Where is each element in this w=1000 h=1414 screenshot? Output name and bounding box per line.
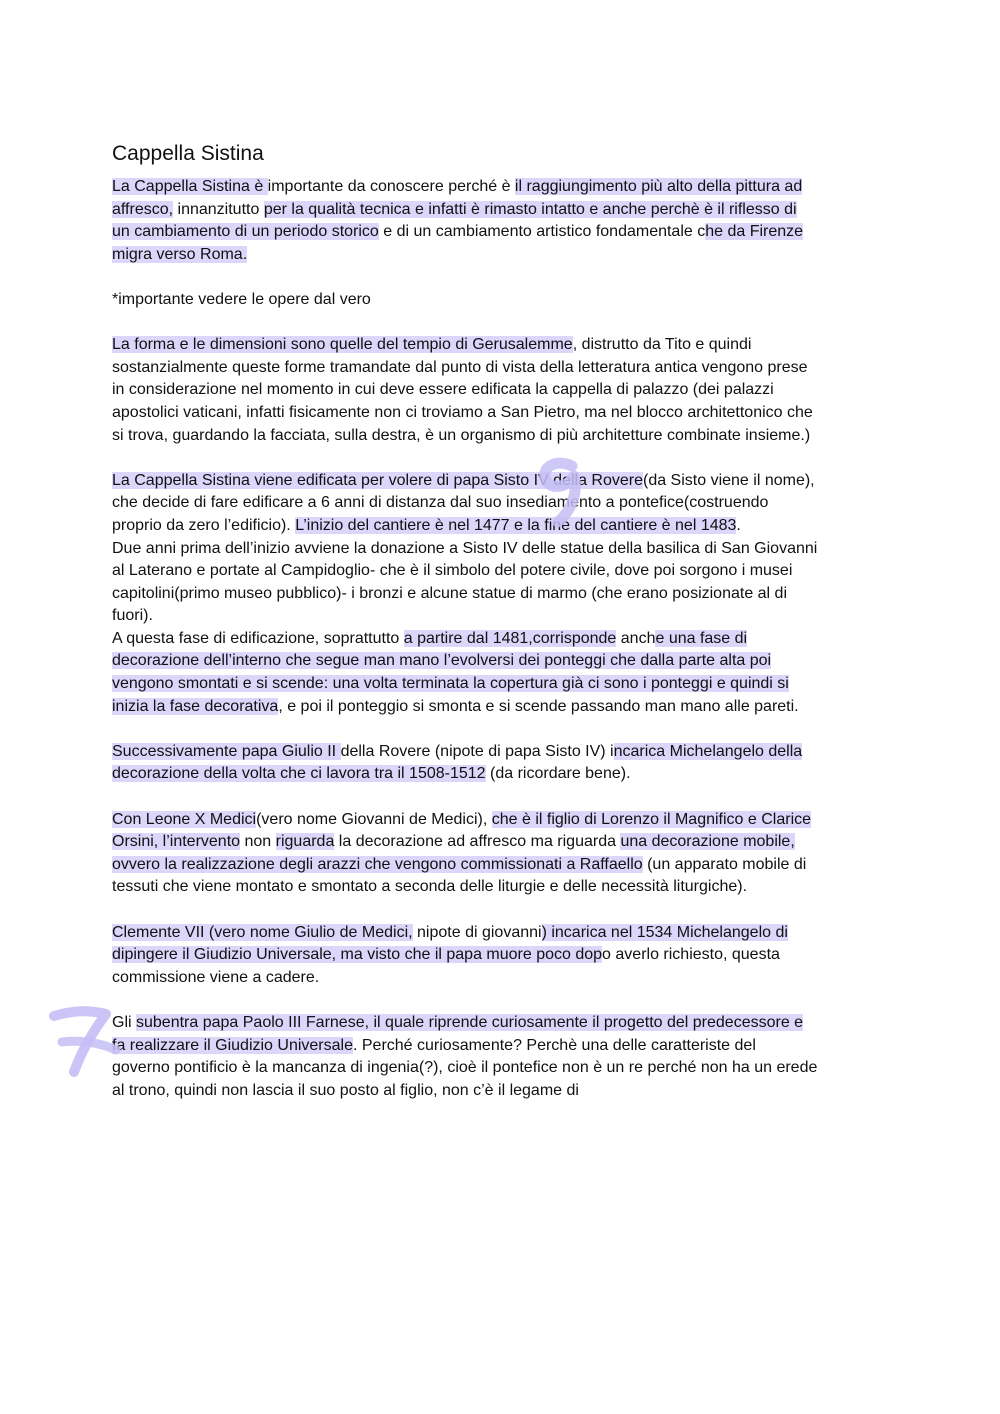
highlighted-text: La Cappella Sistina è — [112, 178, 268, 195]
text-run: (vero nome Giovanni de Medici), — [256, 810, 492, 828]
highlighted-text: e una fase di decorazione dell’interno che segue man mano l’evolversi dei ponteggi che dalla parte alta poi vengono smontati e si scende: una volta terminata la copertura già ci sono i ponteggi e quindi si inizia la fase decorativa — [112, 629, 789, 715]
text-run: (un apparato mobile di tessuti che viene montato e smontato a seconda delle liturgie e delle necessità liturgiche). — [112, 855, 807, 896]
highlighted-text: una decorazione mobile, ovvero la realizzazione degli arazzi che vengono commissionati a Raffaello — [112, 833, 795, 873]
text-run: e di un cambiamento artistico fondamentale c — [378, 223, 706, 241]
text-run: A questa fase di edificazione, soprattutto — [112, 629, 404, 647]
text-run: (da ricordare bene). — [485, 765, 631, 783]
text-run: non — [240, 833, 276, 851]
text-run: della Rovere (nipote di papa Sisto IV) i — [340, 742, 614, 760]
highlighted-text: il raggiungimento più alto della pittura ad affresco, — [112, 178, 803, 218]
highlighted-text: ncarica Michelangelo della decorazione della volta che ci lavora tra il 1508-1512 — [112, 742, 803, 783]
highlighted-text: La Cappella Sistina viene edificata per volere di papa Sisto IV della Rovere — [112, 471, 643, 489]
paragraph — [112, 809, 818, 899]
paragraph-list — [112, 176, 818, 1102]
text-run: nipote di giovanni — [412, 923, 542, 941]
text-run: , e poi il ponteggio si smonta e si scende passando man mano alle pareti. — [278, 697, 799, 715]
mark-seven-label — [0, 0, 1, 1]
document-title: Cappella Sistina — [112, 142, 264, 165]
text-run: importante da conoscere perché è — [267, 178, 515, 195]
paragraph — [112, 538, 818, 628]
text-run: o averlo richiesto, questa commissione viene a cadere. — [112, 946, 780, 986]
highlighted-text: he da Firenze migra verso Roma. — [112, 223, 804, 263]
highlighted-text: per la qualità tecnica e infatti è rimasto intatto e anche perchè è il riflesso di un cambiamento di un periodo storico — [112, 200, 797, 241]
text-run: anch — [616, 629, 656, 647]
text-run: *importante vedere le opere dal vero — [112, 290, 371, 308]
paragraph — [112, 289, 818, 312]
highlighted-text: Clemente VII (vero nome Giulio de Medici, — [112, 923, 413, 941]
highlighted-text: a partire dal 1481,corrisponde — [403, 629, 617, 647]
text-run: . — [736, 516, 741, 534]
highlighted-text: ) incarica nel 1534 Michelangelo di dipingere il Giudizio Universale, ma visto che il papa muore poco dop — [112, 923, 788, 964]
paragraph — [112, 334, 818, 447]
highlighted-text: che è il figlio di Lorenzo il Magnifico e Clarice Orsini, l’intervento — [112, 810, 812, 851]
highlighted-text: Successivamente papa Giulio II — [112, 742, 341, 760]
highlighted-text: riguarda — [275, 833, 335, 851]
paragraph — [112, 922, 818, 990]
text-run: innanzitutto — [173, 200, 264, 218]
text-run: . Perché curiosamente? Perchè una delle caratteriste del governo pontificio è la mancanza di ingenia(?), cioè il pontefice non è un re perché non ha un erede al trono, quindi non lascia il suo posto al figlio, non c’è il legame di — [112, 1036, 818, 1099]
highlighted-text: La forma e le dimensioni sono quelle del tempio di Gerusalemme — [112, 336, 573, 354]
paragraph — [112, 741, 818, 786]
text-run: Gli — [112, 1013, 136, 1031]
paragraph — [112, 176, 818, 266]
text-run: , distrutto da Tito e quindi sostanzialmente queste forme tramandate dal punto di vista della letteratura antica vengono prese in considerazione nel momento in cui deve essere edificata la cappella di palazzo (dei palazzi apostolici vaticani, infatti fisicamente non ci troviamo a San Pietro, ma nel blocco architettonico che si trova, guardando la facciata, sulla destra, è un organismo di più architetture combinate insieme.) — [112, 336, 813, 444]
paragraph — [112, 470, 818, 538]
text-run: la decorazione ad affresco ma riguarda — [334, 833, 621, 851]
highlighted-text: Con Leone X Medici — [112, 810, 257, 828]
document-body — [112, 140, 818, 1125]
text-run: Due anni prima dell’inizio avviene la donazione a Sisto IV delle statue della basilica di San Giovanni al Laterano e portate al Campidoglio- che è il simbolo del potere civile, dove poi sorgono i musei capitolini(primo museo pubblico)- i bronzi e alcune statue di marmo (che erano posizionate al di fuori). — [112, 539, 818, 625]
mark-nine-label — [0, 0, 1, 1]
paragraph — [112, 1012, 818, 1102]
highlighted-text: L’inizio del cantiere è nel 1477 e la fine del cantiere è nel 1483 — [295, 516, 737, 534]
highlighted-text: subentra papa Paolo III Farnese, il quale riprende curiosamente il progetto del predecessore e fa realizzare il Giudizio Universale — [112, 1013, 804, 1054]
paragraph — [112, 628, 818, 718]
text-run: (da Sisto viene il nome), che decide di fare edificare a 6 anni di distanza dal suo insediamento a pontefice(costruendo proprio da zero l’edificio). — [112, 471, 815, 534]
